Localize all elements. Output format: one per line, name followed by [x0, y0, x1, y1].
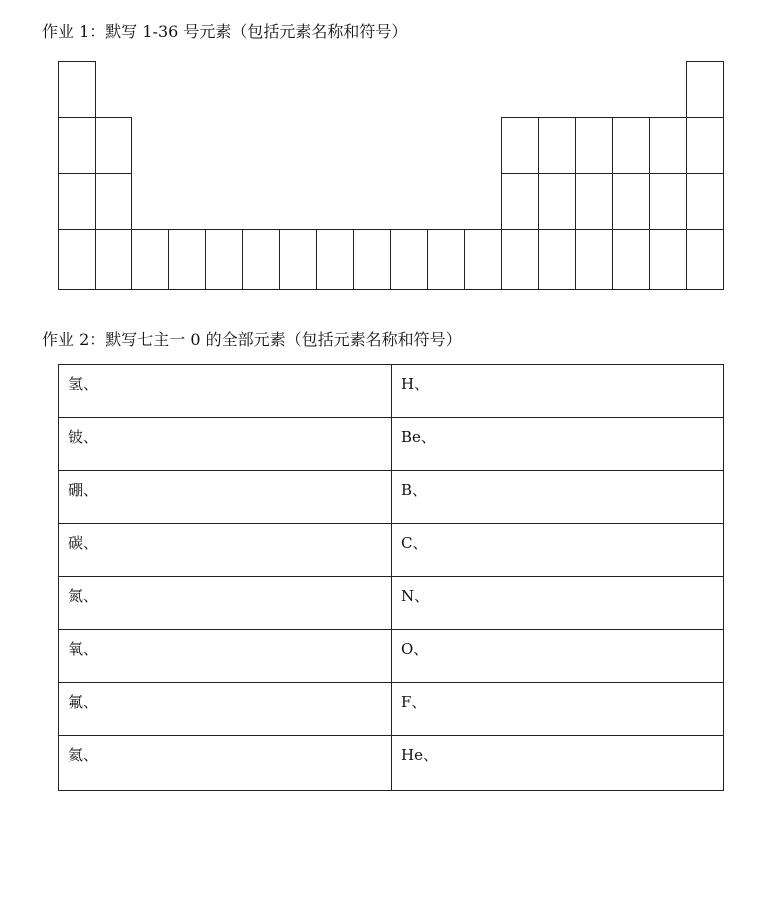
periodic-cell[interactable]	[279, 229, 317, 290]
element-name-cell[interactable]: 氢、	[59, 365, 392, 418]
periodic-cell[interactable]	[58, 61, 96, 118]
periodic-cell[interactable]	[686, 173, 724, 230]
element-symbol-cell[interactable]: B、	[392, 471, 724, 524]
element-name-cell[interactable]: 氧、	[59, 630, 392, 683]
periodic-cell[interactable]	[131, 229, 169, 290]
element-name-cell[interactable]: 碳、	[59, 524, 392, 577]
periodic-cell[interactable]	[575, 173, 613, 230]
element-name-cell[interactable]: 氦、	[59, 736, 392, 791]
periodic-cell[interactable]	[538, 229, 576, 290]
periodic-cell[interactable]	[501, 173, 539, 230]
periodic-cell[interactable]	[649, 117, 687, 174]
periodic-cell[interactable]	[205, 229, 243, 290]
assignment-2-title: 作业 2：默写七主一 0 的全部元素（包括元素名称和符号）	[42, 330, 462, 349]
periodic-cell[interactable]	[575, 229, 613, 290]
element-symbol-cell[interactable]: N、	[392, 577, 724, 630]
element-name-cell[interactable]: 硼、	[59, 471, 392, 524]
periodic-cell[interactable]	[168, 229, 206, 290]
periodic-cell[interactable]	[95, 173, 132, 230]
element-name-cell[interactable]: 铍、	[59, 418, 392, 471]
periodic-cell[interactable]	[95, 117, 132, 174]
element-answer-table	[58, 364, 724, 791]
periodic-cell[interactable]	[649, 173, 687, 230]
periodic-cell[interactable]	[390, 229, 428, 290]
periodic-cell[interactable]	[501, 117, 539, 174]
periodic-cell[interactable]	[538, 173, 576, 230]
periodic-cell[interactable]	[95, 229, 132, 290]
periodic-cell[interactable]	[58, 117, 96, 174]
table-row	[59, 418, 724, 471]
periodic-cell[interactable]	[464, 229, 502, 290]
periodic-cell[interactable]	[58, 229, 96, 290]
element-symbol-cell[interactable]: H、	[392, 365, 724, 418]
periodic-cell[interactable]	[686, 117, 724, 174]
element-symbol-cell[interactable]: C、	[392, 524, 724, 577]
periodic-cell[interactable]	[612, 173, 650, 230]
periodic-table-grid	[0, 0, 765, 320]
element-symbol-cell[interactable]: He、	[392, 736, 724, 791]
periodic-cell[interactable]	[316, 229, 354, 290]
periodic-cell[interactable]	[427, 229, 465, 290]
assignment-1-title: 作业 1：默写 1-36 号元素（包括元素名称和符号）	[42, 22, 408, 41]
table-row	[59, 630, 724, 683]
periodic-cell[interactable]	[353, 229, 391, 290]
table-row	[59, 524, 724, 577]
periodic-cell[interactable]	[58, 173, 96, 230]
periodic-cell[interactable]	[501, 229, 539, 290]
table-row	[59, 471, 724, 524]
periodic-cell[interactable]	[649, 229, 687, 290]
periodic-cell[interactable]	[242, 229, 280, 290]
periodic-cell[interactable]	[575, 117, 613, 174]
element-symbol-cell[interactable]: F、	[392, 683, 724, 736]
element-name-cell[interactable]: 氮、	[59, 577, 392, 630]
periodic-cell[interactable]	[686, 229, 724, 290]
table-row	[59, 577, 724, 630]
element-symbol-cell[interactable]: O、	[392, 630, 724, 683]
periodic-cell[interactable]	[612, 117, 650, 174]
table-row	[59, 736, 724, 791]
periodic-cell[interactable]	[538, 117, 576, 174]
table-row	[59, 683, 724, 736]
periodic-cell[interactable]	[686, 61, 724, 118]
table-row	[59, 365, 724, 418]
periodic-cell[interactable]	[612, 229, 650, 290]
element-symbol-cell[interactable]: Be、	[392, 418, 724, 471]
element-name-cell[interactable]: 氟、	[59, 683, 392, 736]
